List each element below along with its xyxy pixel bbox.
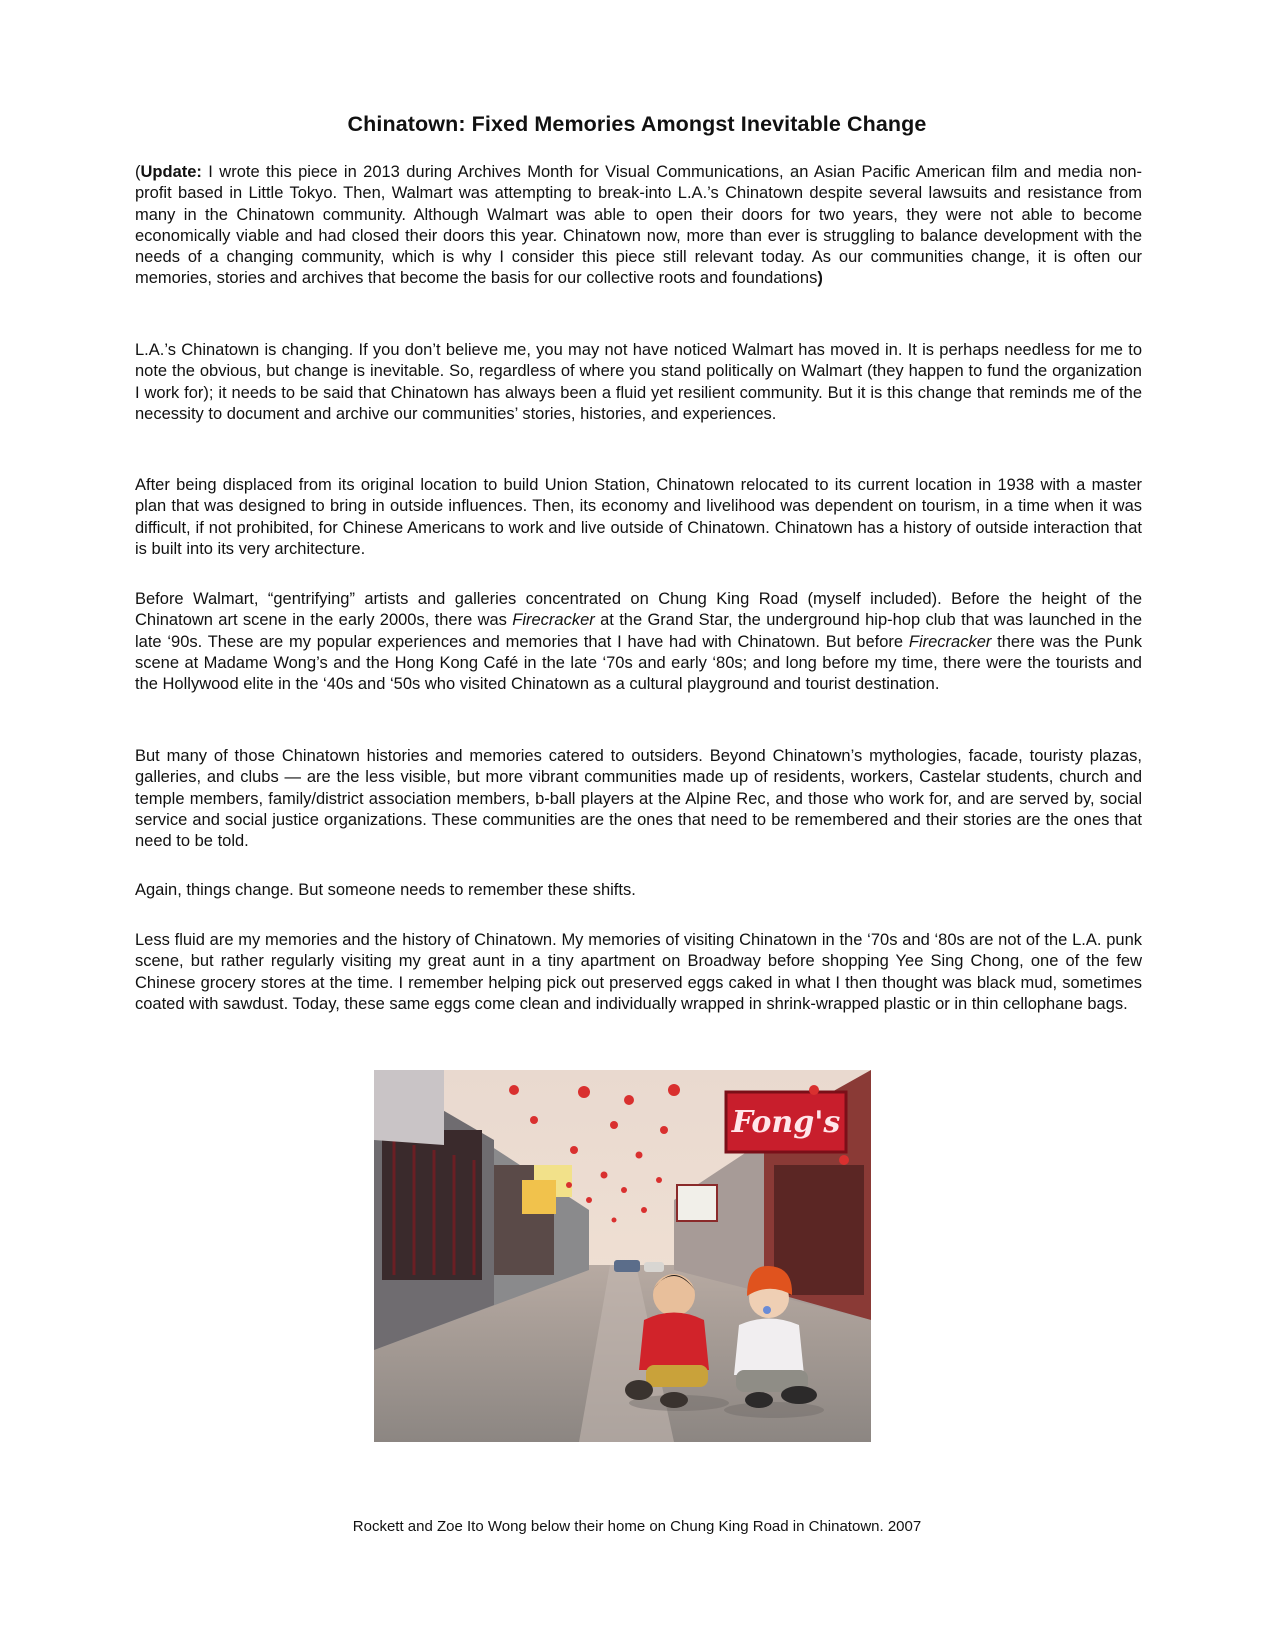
fongs-neon-sign: Fong's bbox=[731, 1105, 841, 1140]
update-close-paren: ) bbox=[817, 269, 823, 288]
firecracker-title-2: Firecracker bbox=[908, 632, 992, 651]
update-label: Update: bbox=[140, 163, 202, 181]
document-title: Chinatown: Fixed Memories Amongst Inevitable Change bbox=[347, 112, 927, 136]
paragraph-memories: Less fluid are my memories and the history of Chinatown. My memories of visiting Chinatown in the ‘70s and ‘80s are not of the L.A. punk scene, but rather regularly visiting my great aunt in a tiny apartment on Broadway before shopping Yee Sing Chong, one of the few Chinese grocery stores at the time. I remember helping pick out preserved eggs caked in what I then thought was black mud, sometimes coated with sawdust. Today, these same eggs come clean and individually wrapped in shrink-wrapped plastic or in thin cellophane bags. bbox=[135, 931, 1142, 1013]
update-paragraph bbox=[135, 162, 1142, 290]
paragraph-art-scene-part-2: at the Grand Star, the underground hip-hop club that was launched in the late ‘90s. These are my popular experiences and memories that I have had with Chinatown. But before bbox=[135, 611, 1143, 651]
paragraph-change: Again, things change. But someone needs to remember these shifts. bbox=[135, 881, 636, 899]
chinatown-photo bbox=[374, 1070, 871, 1442]
paragraph-walmart: L.A.’s Chinatown is changing. If you don’t believe me, you may not have noticed Walmart has moved in. It is perhaps needless for me to note the obvious, but change is inevitable. So, regardless of where you stand politically on Walmart (they happen to fund the organization I work for); it needs to be said that Chinatown has always been a fluid yet resilient community. But it is this change that reminds me of the necessity to document and archive our communities’ stories, histories, and experiences. bbox=[135, 341, 1142, 423]
paragraph-art-scene-part-3: there was the Punk scene at Madame Wong’s and the Hong Kong Café in the late ‘70s and early ‘80s; and long before my time, there were the tourists and the Hollywood elite in the ‘40s and ‘50s who visited Chinatown as a cultural playground and tourist destination. bbox=[135, 632, 1142, 694]
paragraph-art-scene bbox=[135, 589, 1142, 695]
update-open-paren: ( bbox=[135, 163, 141, 181]
photo-caption: Rockett and Zoe Ito Wong below their home on Chung King Road in Chinatown. 2007 bbox=[352, 1518, 922, 1535]
paragraph-art-scene-part-1: Before Walmart, “gentrifying” artists and galleries concentrated on Chung King Road (myself included). Before the height of the Chinatown art scene in the early 2000s, there was bbox=[135, 590, 1142, 630]
paragraph-communities: But many of those Chinatown histories and memories catered to outsiders. Beyond Chinatown’s mythologies, facade, touristy plazas, galleries, and clubs — are the less visible, but more vibrant communities made up of residents, workers, Castelar students, church and temple members, family/district association members, b-ball players at the Alpine Rec, and those who work for, and are served by, social service and social justice organizations. These communities are the ones that need to be remembered and their stories are the ones that need to be told. bbox=[135, 747, 1142, 851]
update-text: I wrote this piece in 2013 during Archives Month for Visual Communications, an Asian Pacific American film and media non-profit based in Little Tokyo. Then, Walmart was attempting to break-into L.A.’s Chinatown despite several lawsuits and resistance from many in the Chinatown community. Although Walmart was able to open their doors for two years, they were not able to become economically viable and had closed their doors this year. Chinatown now, more than ever is struggling to balance development with the needs of a changing community, which is why I consider this piece still relevant today. As our communities change, it is often our memories, stories and archives that become the basis for our collective roots and foundations bbox=[135, 163, 1142, 288]
firecracker-title-1: Firecracker bbox=[512, 611, 595, 630]
chinatown-photo-illustration bbox=[374, 1070, 871, 1442]
paragraph-history: After being displaced from its original location to build Union Station, Chinatown relocated to its current location in 1938 with a master plan that was designed to bring in outside influences. Then, its economy and livelihood was dependent on tourism, in a time when it was difficult, if not prohibited, for Chinese Americans to work and live outside of Chinatown. Chinatown has a history of outside interaction that is built into its very architecture. bbox=[135, 476, 1142, 558]
